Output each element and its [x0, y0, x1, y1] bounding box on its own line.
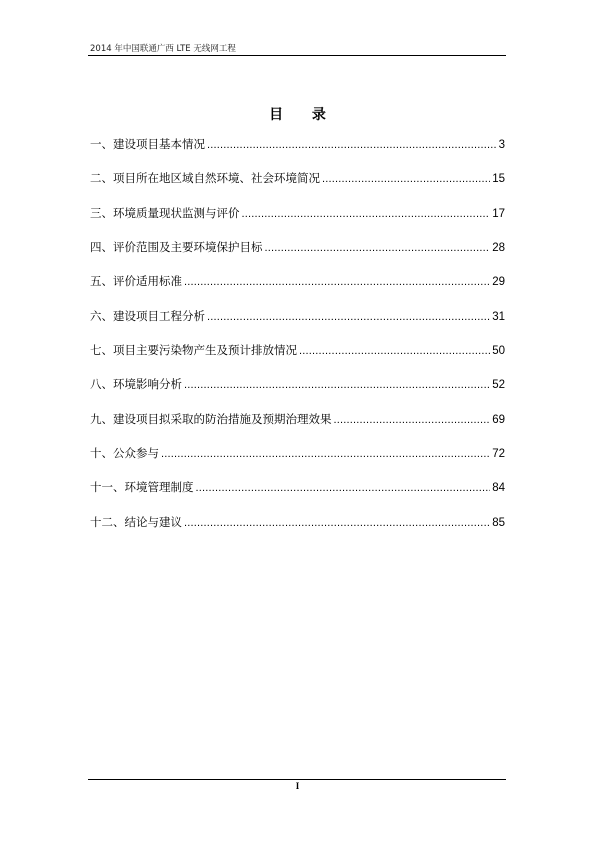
toc-entry-label: 四、评价范围及主要环境保护目标: [90, 240, 263, 255]
toc-entry[interactable]: [90, 202, 505, 224]
toc-entry-label: 二、项目所在地区域自然环境、社会环境简况: [90, 171, 320, 186]
toc-entry-page: 50: [492, 345, 505, 358]
toc-entry[interactable]: [90, 408, 505, 430]
toc-entry[interactable]: [90, 476, 505, 498]
toc-leader-dots: [184, 512, 490, 534]
toc-entry-label: 五、评价适用标准: [90, 274, 182, 289]
page-header: 2014 年中国联通广西 LTE 无线网工程: [90, 44, 236, 54]
toc-entry-page: 28: [492, 242, 505, 255]
table-of-contents: [90, 133, 505, 545]
toc-entry-label: 八、环境影响分析: [90, 377, 182, 392]
toc-leader-dots: [207, 134, 497, 156]
toc-entry[interactable]: [90, 236, 505, 258]
toc-entry-page: 85: [492, 516, 505, 529]
toc-entry-label: 七、项目主要污染物产生及预计排放情况: [90, 343, 297, 358]
toc-entry-label: 十二、结论与建议: [90, 514, 182, 529]
toc-leader-dots: [184, 271, 490, 293]
toc-title: 目 录: [269, 107, 338, 123]
toc-entry[interactable]: [90, 270, 505, 292]
toc-entry-page: 52: [492, 379, 505, 392]
toc-leader-dots: [322, 168, 490, 190]
toc-entry[interactable]: [90, 167, 505, 189]
page-number: I: [295, 781, 300, 791]
toc-entry-label: 六、建设项目工程分析: [90, 308, 205, 323]
toc-leader-dots: [207, 306, 490, 328]
toc-entry-page: 17: [492, 207, 505, 220]
toc-entry-page: 72: [492, 448, 505, 461]
toc-entry-page: 31: [492, 310, 505, 323]
toc-entry-label: 十一、环境管理制度: [90, 480, 194, 495]
toc-leader-dots: [184, 374, 490, 396]
toc-entry-page: 3: [498, 139, 505, 151]
toc-leader-dots: [334, 409, 491, 431]
toc-entry-label: 一、建设项目基本情况: [90, 137, 205, 151]
toc-entry-page: 84: [492, 482, 505, 495]
footer-divider: [88, 779, 506, 780]
header-divider: [88, 55, 506, 56]
toc-leader-dots: [299, 340, 490, 362]
toc-entry-label: 十、公众参与: [90, 446, 159, 461]
toc-entry[interactable]: [90, 133, 505, 155]
toc-leader-dots: [196, 477, 491, 499]
toc-leader-dots: [242, 203, 491, 225]
toc-entry[interactable]: [90, 305, 505, 327]
toc-entry[interactable]: [90, 373, 505, 395]
toc-entry-page: 69: [492, 413, 505, 426]
toc-leader-dots: [161, 443, 490, 465]
toc-entry-page: 15: [492, 173, 505, 186]
toc-entry-label: 三、环境质量现状监测与评价: [90, 205, 240, 220]
toc-entry[interactable]: [90, 442, 505, 464]
toc-entry[interactable]: [90, 511, 505, 533]
toc-entry-page: 29: [492, 276, 505, 289]
toc-entry[interactable]: [90, 339, 505, 361]
toc-entry-label: 九、建设项目拟采取的防治措施及预期治理效果: [90, 411, 332, 426]
toc-leader-dots: [265, 237, 491, 259]
